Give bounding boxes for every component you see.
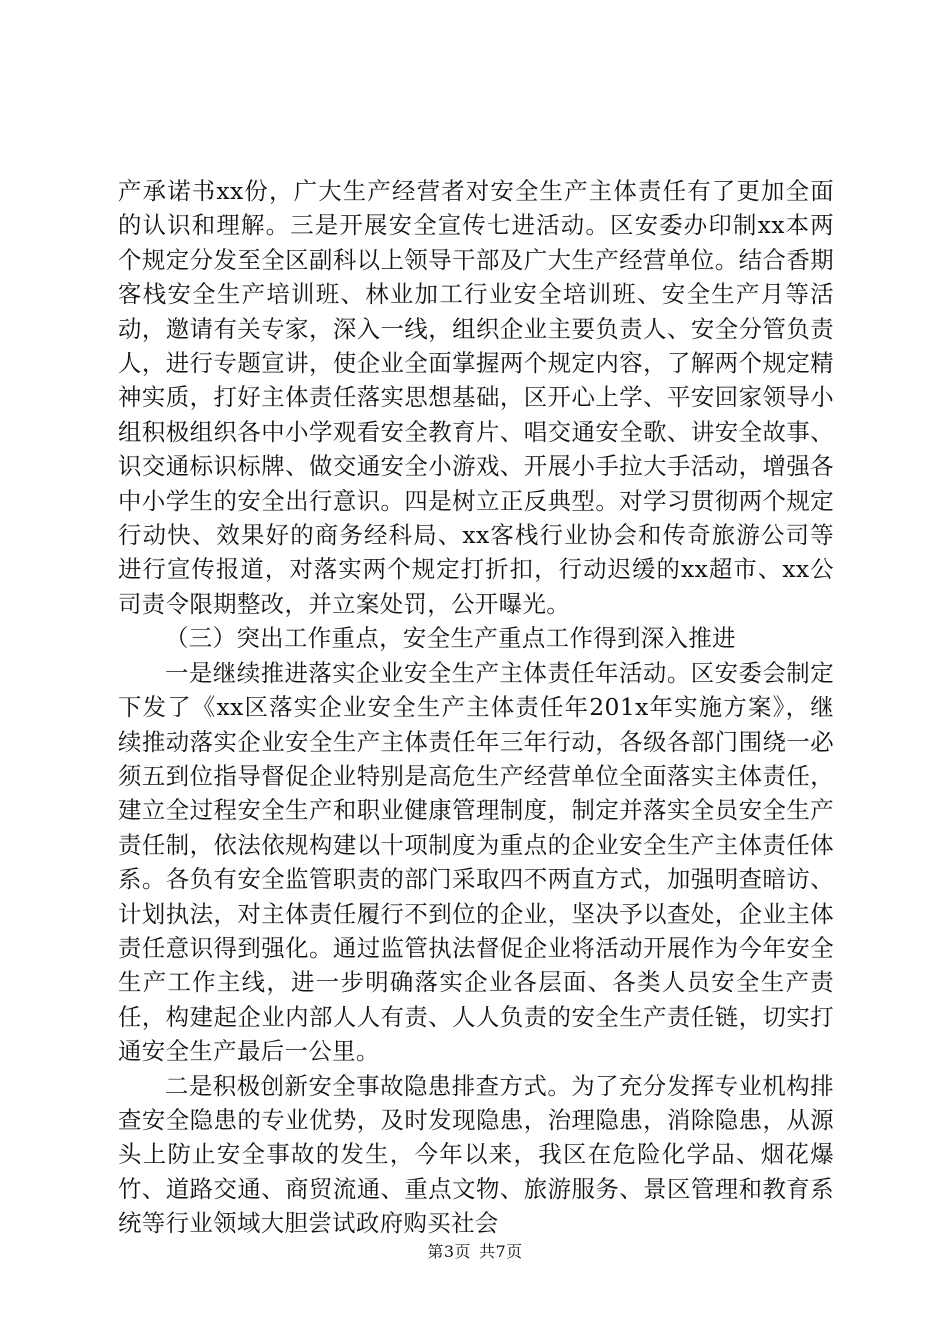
paragraph-responsibility-year: 一是继续推进落实企业安全生产主体责任年活动。区安委会制定下发了《xx区落实企业安全生产主体责任年201x年实施方案》，继续推动落实企业安全生产主体责任年三年行动，各级各部门围绕一必须五到位指导督促企业特别是高危生产经营单位全面落实主体责任，建立全过程安全生产和职业健康管理制度，制定并落实全员安全生产责任制，依法依规构建以十项制度为重点的企业安全生产主体责任体系。各负有安全监管职责的部门采取四不两直方式，加强明查暗访、计划执法，对主体责任履行不到位的企业，坚决予以查处，企业主体责任意识得到强化。通过监管执法督促企业将活动开展作为今年安全生产工作主线，进一步明确落实企业各层面、各类人员安全生产责任，构建起企业内部人人有责、人人负责的安全生产责任链，切实打通安全生产最后一公里。: [118, 658, 834, 1066]
page-number: 第3页: [427, 1242, 471, 1261]
page-total: 共7页: [479, 1242, 523, 1261]
document-body: [118, 174, 834, 1241]
paragraph-continuation: 产承诺书xx份，广大生产经营者对安全生产主体责任有了更加全面的认识和理解。三是开展安全宣传七进活动。区安委办印制xx本两个规定分发至全区副科以上领导干部及广大生产经营单位。结合香期客栈安全生产培训班、林业加工行业安全培训班、安全生产月等活动，邀请有关专家，深入一线，组织企业主要负责人、安全分管负责人，进行专题宣讲，使企业全面掌握两个规定内容，了解两个规定精神实质，打好主体责任落实思想基础，区开心上学、平安回家领导小组积极组织各中小学观看安全教育片、唱交通安全歌、讲安全故事、识交通标识标牌、做交通安全小游戏、开展小手拉大手活动，增强各中小学生的安全出行意识。四是树立正反典型。对学习贯彻两个规定行动快、效果好的商务经科局、xx客栈行业协会和传奇旅游公司等进行宣传报道，对落实两个规定打折扣，行动迟缓的xx超市、xx公司责令限期整改，并立案处罚，公开曝光。: [118, 177, 834, 618]
section-heading: （三）突出工作重点，安全生产重点工作得到深入推进: [165, 624, 736, 653]
paragraph-hazard-inspection: 二是积极创新安全事故隐患排查方式。为了充分发挥专业机构排查安全隐患的专业优势，及时发现隐患，治理隐患，消除隐患，从源头上防止安全事故的发生，今年以来，我区在危险化学品、烟花爆竹、道路交通、商贸流通、重点文物、旅游服务、景区管理和教育系统等行业领域大胆尝试政府购买社会: [118, 1071, 834, 1238]
page-footer: [0, 1241, 950, 1263]
